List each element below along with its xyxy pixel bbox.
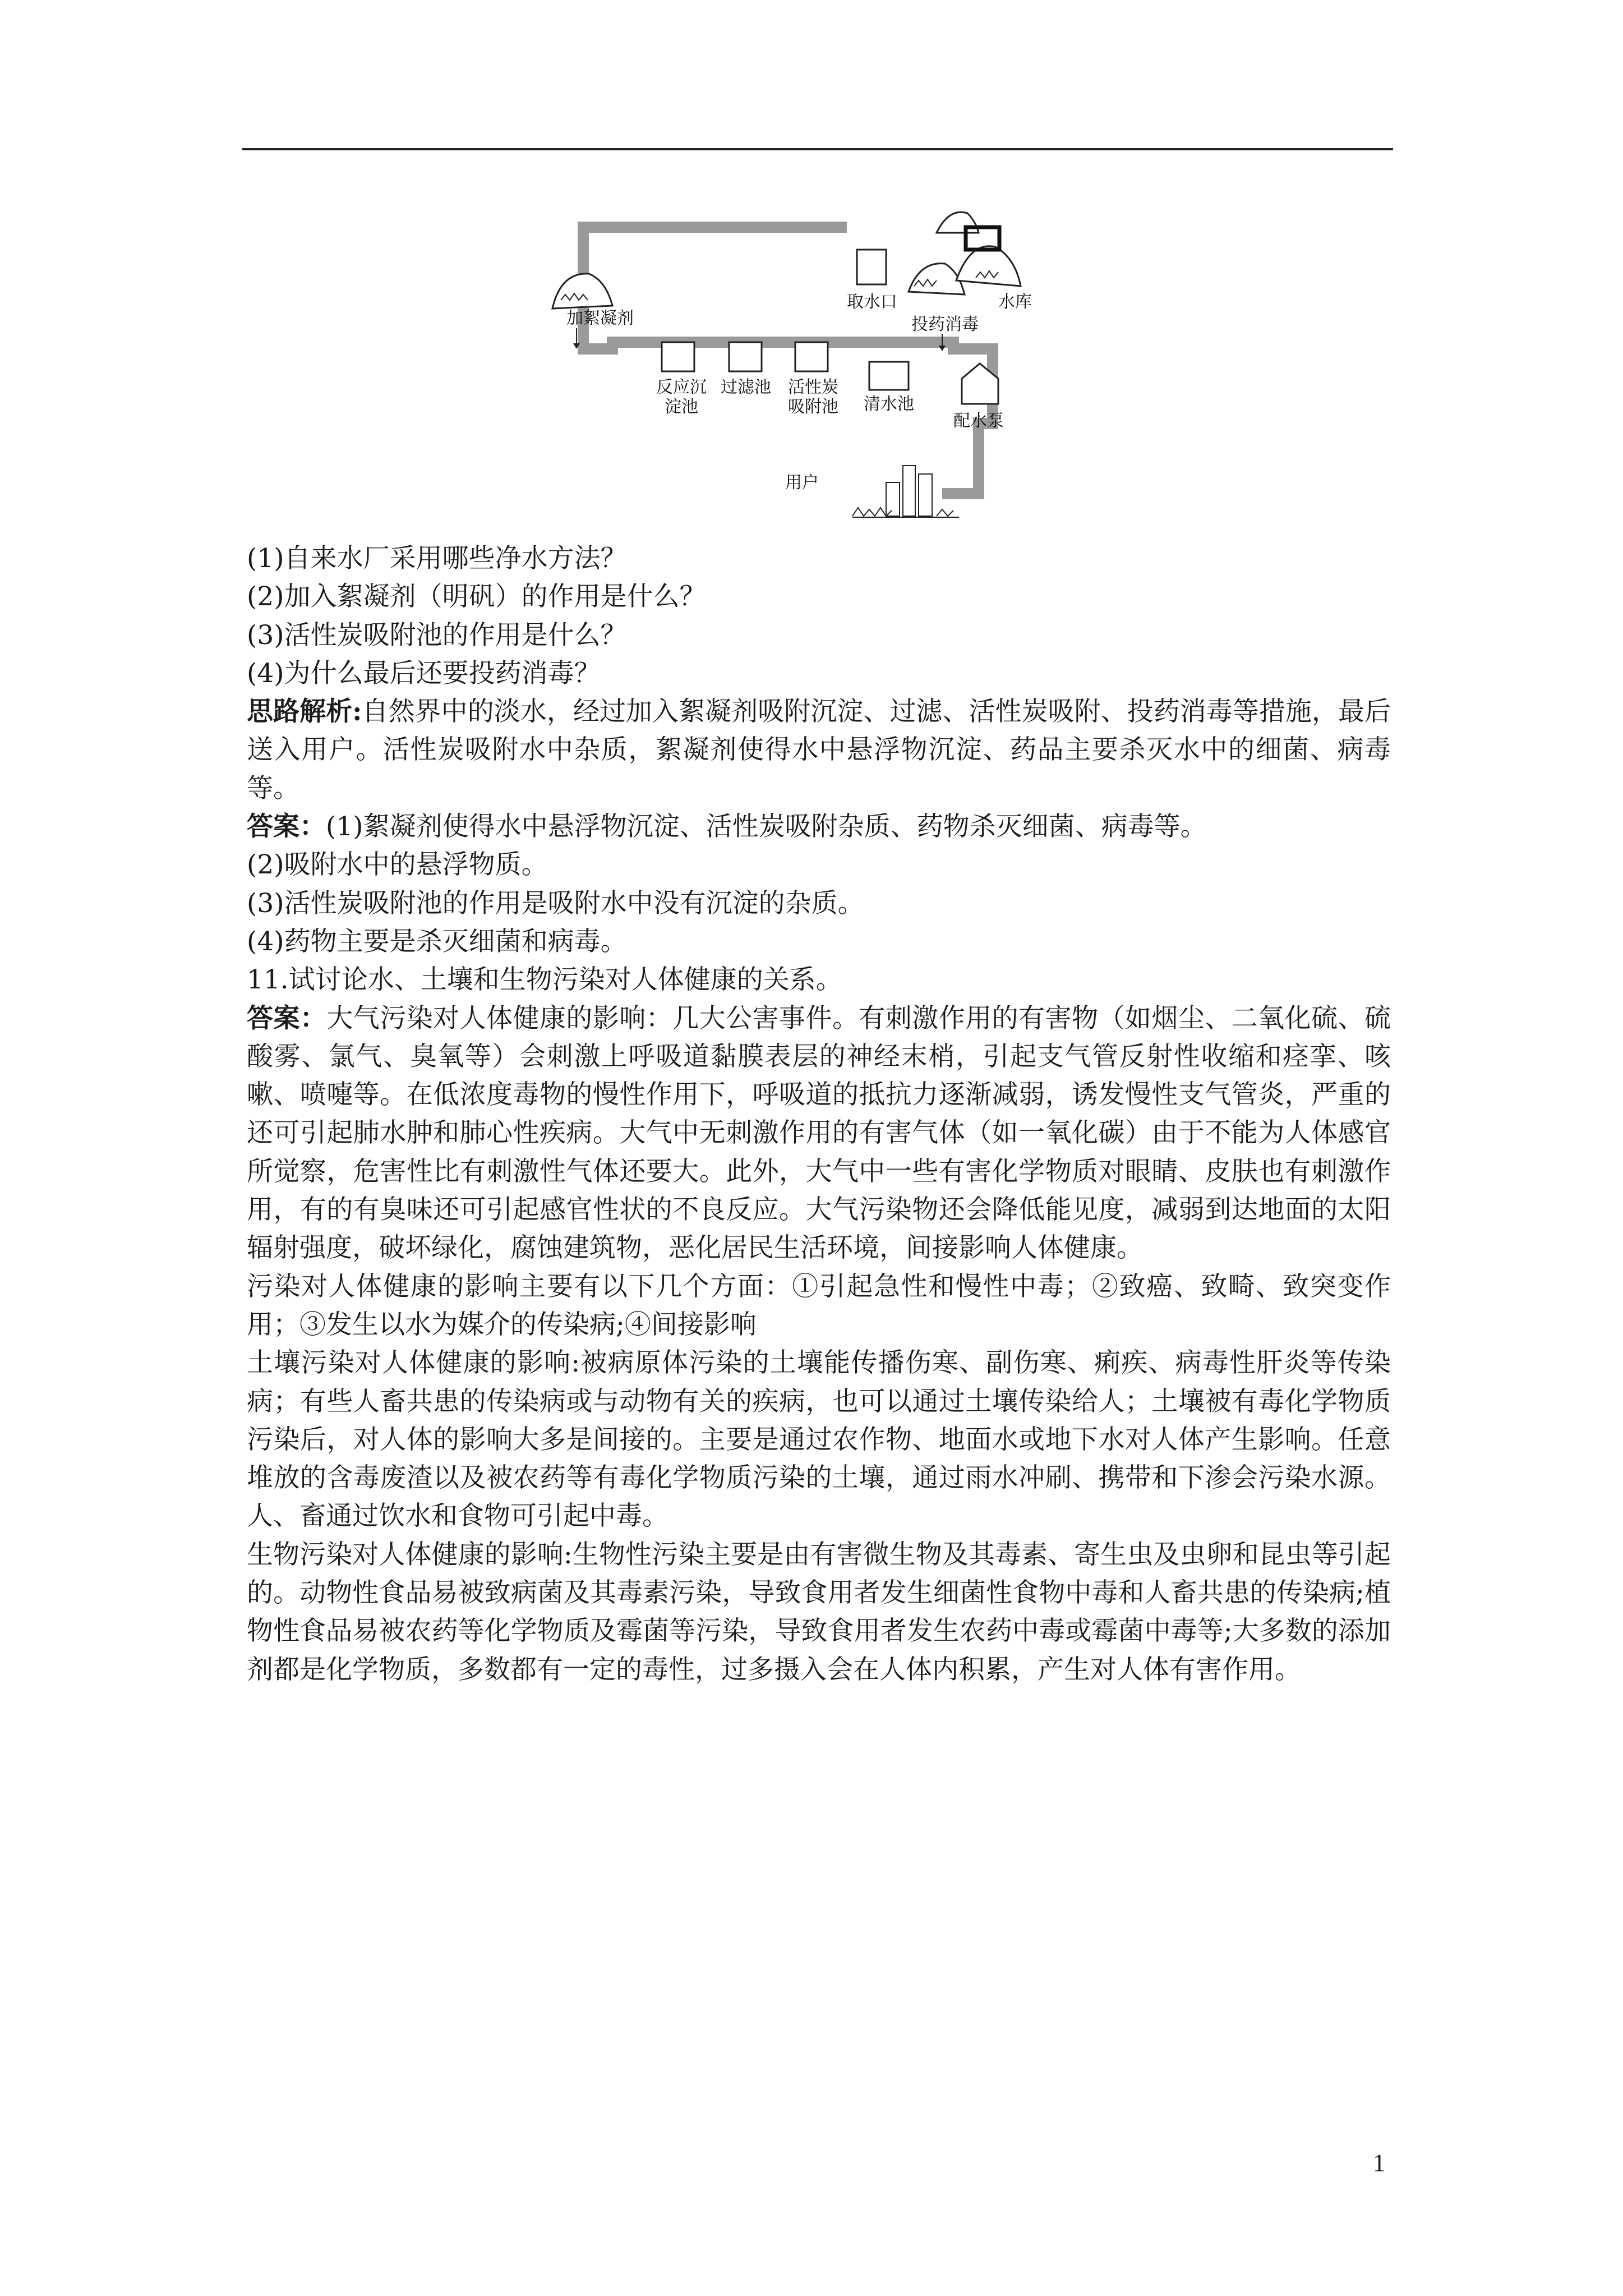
answer10-paragraph [247,808,1391,846]
answer11-soil: 土壤污染对人体健康的影响:被病原体污染的土壤能传播伤寒、副伤寒、痢疾、病毒性肝炎等传染病；有些人畜共患的传染病或与动物有关的疾病，也可以通过土壤传染给人；土壤被有毒化学物质污染后，对人体的影响大多是间接的。主要是通过农作物、地面水或地下水对人体产生影响。任意堆放的含毒废渣以及被农药等有毒化学物质污染的土壤，通过雨水冲刷、携带和下渗会污染水源。人、畜通过饮水和食物可引起中毒。 [247,1347,1391,1532]
page-number: 1 [1373,2149,1385,2177]
header-rule [242,148,1393,150]
answer10-line-4: (4)药物主要是杀灭细菌和病毒。 [247,926,627,957]
question-4: (4)为什么最后还要投药消毒？ [247,657,601,689]
filter-label: 过滤池 [721,378,771,397]
answer11-air-text: 大气污染对人体健康的影响：几大公害事件。有刺激作用的有害物（如烟尘、二氧化硫、硫酸雾、氯气、臭氧等）会刺激上呼吸道黏膜表层的神经末梢，引起支气管反射性收缩和痉挛、咳嗽、喷嚏等。在低浓度毒物的慢性作用下，呼吸道的抵抗力逐渐减弱，诱发慢性支气管炎，严重的还可引起肺水肿和肺心性疾病。大气中无刺激作用的有害气体（如一氧化碳）由于不能为人体感官所觉察，危害性比有刺激性气体还要大。此外，大气中一些有害化学物质对眼睛、皮肤也有刺激作用，有的有臭味还可引起感官性状的不良反应。大气污染物还会降低能见度，减弱到达地面的太阳辐射强度，破坏绿化，腐蚀建筑物，恶化居民生活环境，间接影响人体健康。 [247,1002,1391,1264]
answer11-water: 污染对人体健康的影响主要有以下几个方面：①引起急性和慢性中毒；②致癌、致畸、致突变作用；③发生以水为媒介的传染病;④间接影响 [247,1271,1391,1340]
filter-tank [729,342,762,371]
water-pipe [583,227,847,264]
intake-box [857,250,886,284]
carbon-tank [795,342,828,371]
water-treatment-diagram [550,202,1088,533]
question-3: (3)活性炭吸附池的作用是什么？ [247,619,627,651]
answer10-first: (1)絮凝剂使得水中悬浮物沉淀、活性炭吸附杂质、药物杀灭细菌、病毒等。 [326,811,1207,843]
question-1: (1)自来水厂采用哪些净水方法？ [247,543,627,574]
question-11: 11.试讨论水、土壤和生物污染对人体健康的关系。 [247,964,842,996]
sediment-label-1: 反应沉 [656,378,707,397]
answer10-line-3: (3)活性炭吸附池的作用是吸附水中没有沉淀的杂质。 [247,887,864,919]
carbon-label-1: 活性炭 [788,378,838,397]
clear-water-label: 清水池 [864,394,914,414]
sediment-label-2: 淀池 [665,397,698,417]
intake-label: 取水口 [847,292,897,312]
analysis-text: 自然界中的淡水，经过加入絮凝剂吸附沉淀、过滤、活性炭吸附、投药消毒等措施，最后送入用户。活性炭吸附水中杂质，絮凝剂使得水中悬浮物沉淀、药品主要杀灭水中的细菌、病毒等。 [247,696,1391,804]
coagulant-label: 加絮凝剂 [566,309,634,328]
answer11-label: 答案： [247,1002,327,1034]
document-body [247,540,1391,1689]
question-2: (2)加入絮凝剂（明矾）的作用是什么？ [247,581,706,613]
analysis-paragraph [247,693,1391,808]
pump-label: 配水泵 [953,411,1004,431]
answer10-line-2: (2)吸附水中的悬浮物质。 [247,849,548,881]
analysis-label: 思路解析: [247,696,362,728]
clear-water-tank [869,362,909,390]
source-mountain-icon [552,274,612,309]
reservoir-mountains-icon [909,212,1021,295]
disinfect-label: 投药消毒 [911,315,979,334]
sediment-tank [662,342,694,371]
answer11-air [247,1000,1391,1268]
user-label: 用户 [785,473,819,493]
carbon-label-2: 吸附池 [788,397,838,417]
answer10-label: 答案： [247,811,326,843]
answer11-bio: 生物污染对人体健康的影响:生物性污染主要是由有害微生物及其毒素、寄生虫及虫卵和昆虫等引起的。动物性食品易被致病菌及其毒素污染，导致食用者发生细菌性食物中毒和人畜共患的传染病;植物性食品易被农药等化学物质及霉菌等污染，导致食用者发生农药中毒或霉菌中毒等;大多数的添加剂都是化学物质，多数都有一定的毒性，过多摄入会在人体内积累，产生对人体有害作用。 [247,1539,1391,1685]
reservoir-label: 水库 [998,292,1032,312]
